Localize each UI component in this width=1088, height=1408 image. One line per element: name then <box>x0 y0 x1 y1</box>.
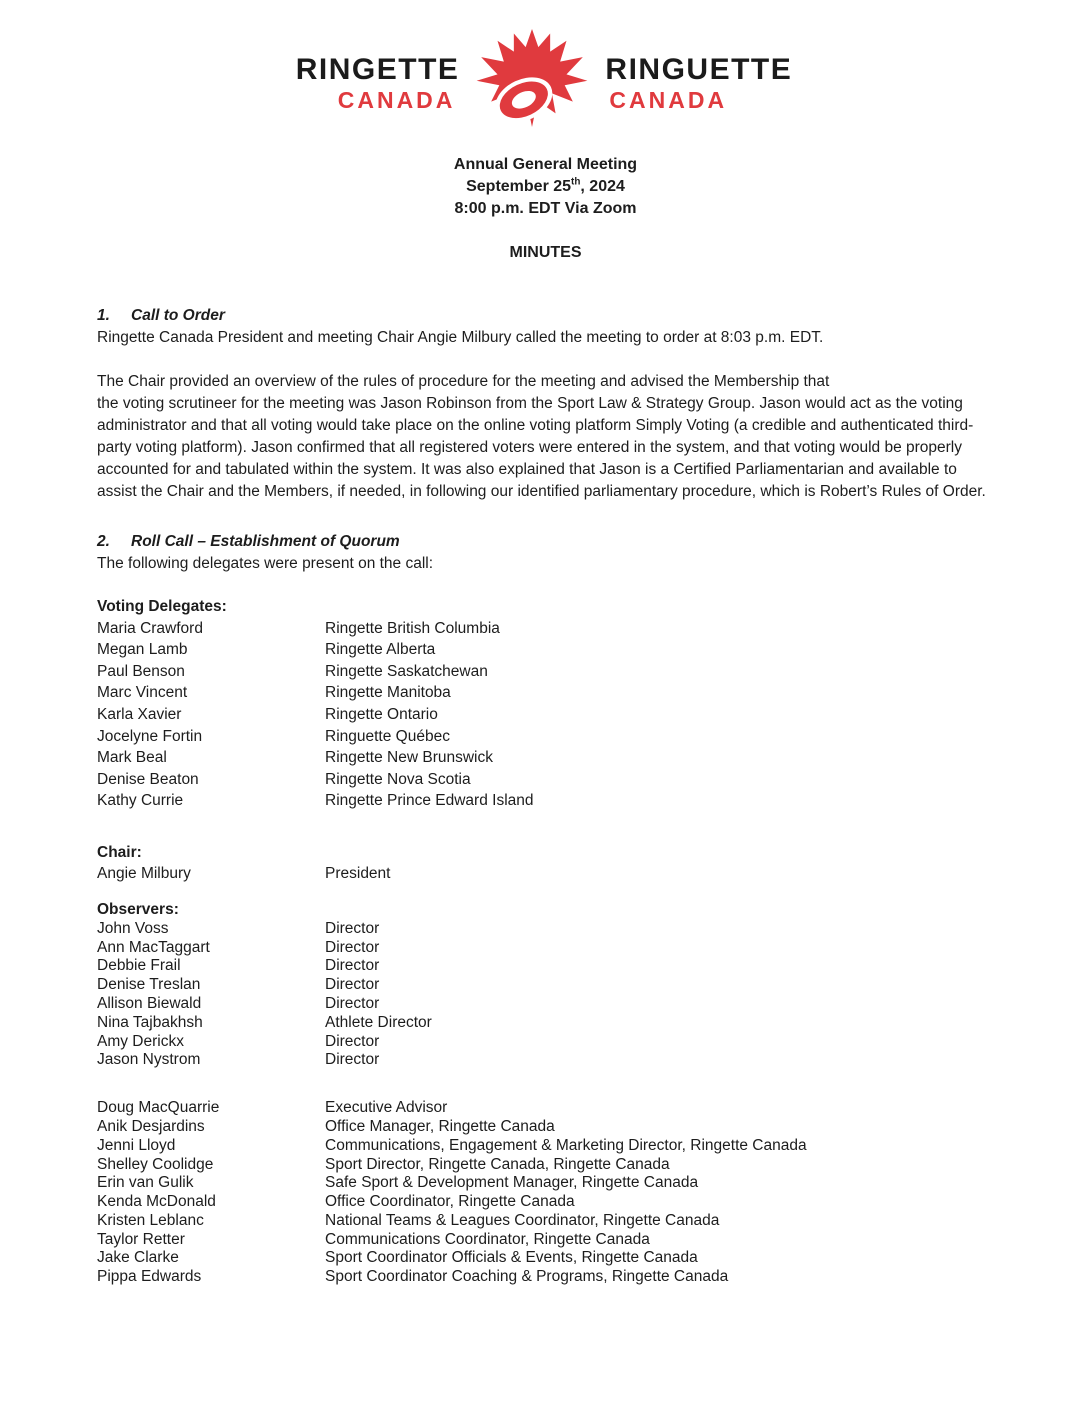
person-org: Ringette Prince Edward Island <box>325 792 534 810</box>
person-role: Director <box>325 957 380 975</box>
logo-left-wordmark <box>295 52 460 113</box>
person-role: Director <box>325 919 380 937</box>
person-role: Office Manager, Ringette Canada <box>325 1117 555 1135</box>
person-org: Ringette Saskatchewan <box>325 662 488 680</box>
person-name: Karla Xavier <box>97 705 182 723</box>
person-name: Anik Desjardins <box>97 1117 205 1135</box>
observer-row <box>97 957 994 976</box>
logo-right-wordmark <box>605 52 793 113</box>
chair-group <box>97 842 994 884</box>
person-name: Denise Treslan <box>97 976 201 994</box>
person-name: Kenda McDonald <box>97 1193 216 1211</box>
chair-row <box>97 863 994 884</box>
delegate-row <box>97 661 994 683</box>
voting-delegates-group <box>97 596 994 812</box>
person-name: Nina Tajbakhsh <box>97 1013 203 1031</box>
observer-row <box>97 939 994 958</box>
person-org: Ringette New Brunswick <box>325 749 493 767</box>
person-name: Taylor Retter <box>97 1230 185 1248</box>
person-role: Safe Sport & Development Manager, Ringette Canada <box>325 1174 699 1192</box>
staff-row <box>97 1118 994 1137</box>
person-org: Ringette Ontario <box>325 705 438 723</box>
maple-leaf-ring-icon <box>473 26 591 130</box>
person-org: Ringette British Columbia <box>325 619 500 637</box>
staff-row <box>97 1156 994 1175</box>
observer-row <box>97 920 994 939</box>
observer-row <box>97 1033 994 1052</box>
meeting-title: Annual General Meeting <box>453 156 638 173</box>
person-role: Director <box>325 1051 380 1069</box>
section-2-number: 2. <box>97 533 110 550</box>
person-role: President <box>325 864 391 882</box>
person-role: Director <box>325 976 380 994</box>
person-name: Kristen Leblanc <box>97 1211 204 1229</box>
section-2-title: Roll Call – Establishment of Quorum <box>131 533 400 550</box>
person-name: Denise Beaton <box>97 770 199 788</box>
staff-row <box>97 1231 994 1250</box>
staff-row <box>97 1137 994 1156</box>
person-role: Sport Director, Ringette Canada, Ringette Canada <box>325 1155 670 1173</box>
delegate-row <box>97 639 994 661</box>
delegate-row <box>97 682 994 704</box>
person-name: Pippa Edwards <box>97 1268 202 1286</box>
person-name: Allison Biewald <box>97 994 202 1012</box>
procedure-paragraph-line1: The Chair provided an overview of the rules of procedure for the meeting and advised the Membership that <box>97 373 830 390</box>
person-org: Ringette Nova Scotia <box>325 770 471 788</box>
person-name: Jake Clarke <box>97 1249 179 1267</box>
observer-row <box>97 995 994 1014</box>
delegate-row <box>97 769 994 791</box>
staff-row <box>97 1193 994 1212</box>
person-role: Office Coordinator, Ringette Canada <box>325 1193 575 1211</box>
person-role: Communications Coordinator, Ringette Canada <box>325 1230 650 1248</box>
meeting-time: 8:00 p.m. EDT Via Zoom <box>454 200 637 217</box>
ringette-canada-logo <box>0 26 1088 130</box>
staff-group <box>97 1099 994 1287</box>
staff-row <box>97 1268 994 1287</box>
person-role: Communications, Engagement & Marketing Director, Ringette Canada <box>325 1136 807 1154</box>
person-name: Marc Vincent <box>97 684 188 702</box>
staff-row <box>97 1249 994 1268</box>
logo-canada-text: CANADA <box>337 86 456 113</box>
section-1-heading <box>97 305 994 327</box>
call-to-order-paragraph: Ringette Canada President and meeting Chair Angie Milbury called the meeting to order at 8:03 p.m. EDT. <box>97 329 824 346</box>
person-name: Mark Beal <box>97 749 167 767</box>
delegate-row <box>97 747 994 769</box>
person-org: Ringette Alberta <box>325 641 436 659</box>
delegate-row <box>97 704 994 726</box>
person-name: Angie Milbury <box>97 864 191 882</box>
staff-row <box>97 1174 994 1193</box>
person-role: Athlete Director <box>325 1013 432 1031</box>
person-org: Ringette Manitoba <box>325 684 451 702</box>
person-name: Jason Nystrom <box>97 1051 201 1069</box>
person-role: Sport Coordinator Officials & Events, Ringette Canada <box>325 1249 698 1267</box>
roll-call-intro: The following delegates were present on the call: <box>97 555 434 572</box>
person-org: Ringuette Québec <box>325 727 450 745</box>
observer-row <box>97 976 994 995</box>
logo-canada-text-fr: CANADA <box>609 86 728 113</box>
person-name: Maria Crawford <box>97 619 203 637</box>
person-name: Debbie Frail <box>97 957 181 975</box>
person-name: Amy Derickx <box>97 1032 184 1050</box>
meeting-title-block <box>97 154 994 220</box>
person-name: Megan Lamb <box>97 641 188 659</box>
person-role: Director <box>325 938 380 956</box>
section-1-number: 1. <box>97 307 110 324</box>
delegate-row <box>97 726 994 748</box>
person-name: Jenni Lloyd <box>97 1136 176 1154</box>
procedure-paragraph <box>97 371 994 503</box>
person-role: Director <box>325 994 380 1012</box>
staff-row <box>97 1212 994 1231</box>
meeting-date: September 25th, 2024 <box>466 176 625 195</box>
person-role: Executive Advisor <box>325 1099 448 1117</box>
person-name: Doug MacQuarrie <box>97 1099 220 1117</box>
minutes-heading: MINUTES <box>509 244 582 261</box>
person-name: John Voss <box>97 919 169 937</box>
chair-title: Chair: <box>97 843 142 861</box>
delegate-row <box>97 618 994 640</box>
person-role: National Teams & Leagues Coordinator, Ringette Canada <box>325 1211 720 1229</box>
observer-row <box>97 1051 994 1070</box>
person-name: Kathy Currie <box>97 792 184 810</box>
person-name: Erin van Gulik <box>97 1174 194 1192</box>
observers-title: Observers: <box>97 900 179 918</box>
observer-row <box>97 1014 994 1033</box>
voting-delegates-title: Voting Delegates: <box>97 598 227 615</box>
person-name: Paul Benson <box>97 662 185 680</box>
section-2-heading <box>97 531 994 553</box>
delegate-row <box>97 790 994 812</box>
person-name: Shelley Coolidge <box>97 1155 214 1173</box>
logo-ringette-text: RINGETTE <box>295 52 460 86</box>
person-role: Sport Coordinator Coaching & Programs, Ringette Canada <box>325 1268 729 1286</box>
person-name: Jocelyne Fortin <box>97 727 203 745</box>
observers-group <box>97 901 994 1070</box>
person-name: Ann MacTaggart <box>97 938 210 956</box>
staff-row <box>97 1099 994 1118</box>
procedure-paragraph-rest: the voting scrutineer for the meeting was Jason Robinson from the Sport Law & Strategy Group. Jason would act as the voting administrator and that all voting would take place on the online voting platform Simply Voting (a credible and authenticated third-party voting platform). Jason confirmed that all registered voters were entered in the system, and that voting would be properly accounted for and tabulated within the system. It was also explained that Jason is a Certified Parliamentarian and available to assist the Chair and the Members, if needed, in following our identified parliamentary procedure, which is Robert’s Rules of Order. <box>97 395 986 500</box>
logo-ringuette-text: RINGUETTE <box>605 52 793 86</box>
section-1-title: Call to Order <box>131 307 225 324</box>
person-role: Director <box>325 1032 380 1050</box>
